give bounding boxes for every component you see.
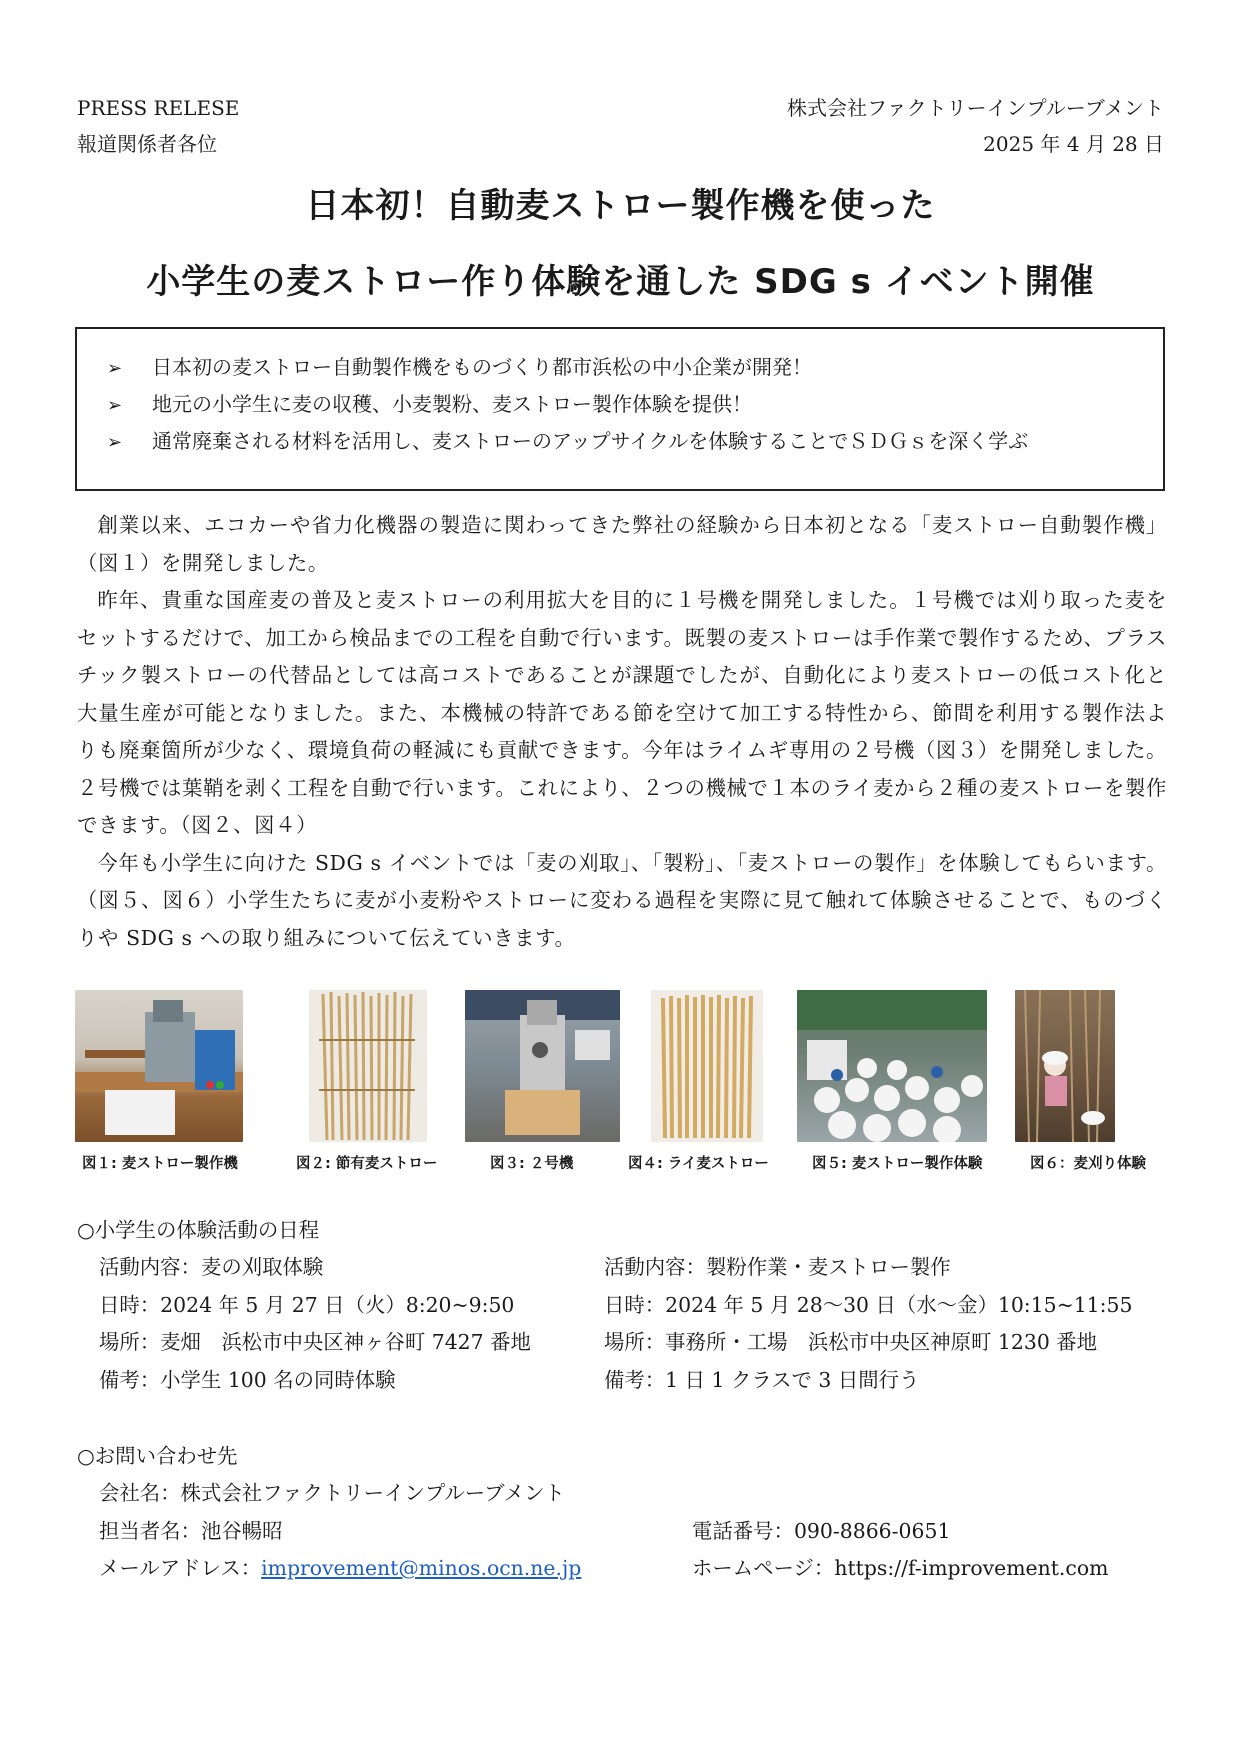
contact-email-label: メールアドレス： (99, 1556, 262, 1580)
schedule-left-place: 場所：麦畑 浜松市中央区神ヶ谷町 7427 番地 (99, 1330, 531, 1354)
schedule-heading: ○小学生の体験活動の日程 (77, 1218, 320, 1242)
schedule-right-datetime: 日時：2024 年 5 月 28～30 日（水～金）10:15~11:55 (604, 1293, 1133, 1317)
schedule-left-activity: 活動内容：麦の刈取体験 (99, 1255, 324, 1279)
body-paragraph-2: 昨年、貴重な国産麦の普及と麦ストローの利用拡大を目的に１号機を開発しました。１号機では刈り取った麦をセットするだけで、加工から検品までの工程を自動で行います。既製の麦ストローは手作業で製作するため、プラスチック製ストローの代替品としては高コストであることが課題でしたが、自動化により麦ストローの低コスト化と大量生産が可能となりました。また、本機械の特許である節を空けて加工する特性から、節間を利用する製作法よりも廃棄箇所が少なく、環境負荷の軽減にも貢献できます。今年はライムギ専用の２号機（図３）を開発しました。２号機では葉鞘を剥く工程を自動で行います。これにより、２つの機械で１本のライ麦から２種の麦ストローを製作できます。（図２、図４） (77, 588, 1167, 837)
schedule-left-notes: 備考：小学生 100 名の同時体験 (99, 1368, 396, 1392)
body-text (77, 507, 1167, 957)
figure-2-caption: 図２: 節有麦ストロー (296, 1156, 438, 1172)
arrow-bullet-icon: ➢ (107, 395, 123, 416)
figure-5-photo (797, 990, 987, 1142)
body-paragraph-1: 創業以来、エコカーや省力化機器の製造に関わってきた弊社の経験から日本初となる「麦ストロー自動製作機」（図１）を開発しました。 (77, 513, 1167, 575)
figure-4-caption: 図４: ライ麦ストロー (628, 1156, 769, 1172)
photo-strip (75, 990, 1165, 1145)
schedule-right-place: 場所：事務所・工場 浜松市中央区神原町 1230 番地 (604, 1330, 1098, 1354)
body-paragraph-3: 今年も小学生に向けた SDG s イベントでは「麦の刈取」、「製粉」、「麦ストローの製作」を体験してもらいます。（図５、図６）小学生たちに麦が小麦粉やストローに変わる過程を実際に見て触れて体験させることで、ものづくりや SDG s への取り組みについて伝えていきます。 (77, 850, 1167, 950)
arrow-bullet-icon: ➢ (107, 358, 123, 379)
schedule-right-activity: 活動内容：製粉作業・麦ストロー製作 (604, 1255, 951, 1279)
schedule-right-notes: 備考：1 日 1 クラスで 3 日間行う (604, 1368, 920, 1392)
arrow-bullet-icon: ➢ (107, 432, 123, 453)
figure-4-photo (651, 990, 763, 1142)
page-title-line1: 日本初！自動麦ストロー製作機を使った (305, 186, 936, 226)
figure-3-caption: 図３: ２号機 (490, 1156, 574, 1172)
contact-person: 担当者名：池谷暢昭 (99, 1519, 283, 1543)
figure-2-photo (309, 990, 427, 1142)
figure-3-photo (465, 990, 620, 1142)
highlight-item: ➢ 通常廃棄される材料を活用し、麦ストローのアップサイクルを体験することでＳＤＧｓを深く学ぶ (107, 423, 1163, 460)
recipients-label: 報道関係者各位 (77, 132, 217, 156)
contact-homepage[interactable]: ホームページ：https://f-improvement.com (692, 1556, 1109, 1580)
highlights-box (75, 327, 1165, 491)
contact-email-row (99, 1550, 581, 1588)
page-title-line2: 小学生の麦ストロー作り体験を通した SDG s イベント開催 (146, 262, 1095, 302)
contact-email-link[interactable]: improvement@minos.ocn.ne.jp (261, 1556, 582, 1580)
figure-6-photo (1015, 990, 1115, 1142)
release-date: 2025 年 4 月 28 日 (983, 132, 1164, 156)
highlight-item: ➢ 地元の小学生に麦の収穫、小麦製粉、麦ストロー製作体験を提供！ (107, 386, 1163, 423)
company-name: 株式会社ファクトリーインプルーブメント (787, 96, 1164, 120)
press-release-label: PRESS RELESE (77, 96, 240, 120)
figure-5-caption: 図５: 麦ストロー製作体験 (812, 1156, 983, 1172)
contact-company: 会社名：株式会社ファクトリーインプルーブメント (99, 1481, 565, 1505)
figure-6-caption: 図６：麦刈り体験 (1030, 1156, 1146, 1172)
contact-phone: 電話番号：090-8866-0651 (692, 1519, 951, 1543)
schedule-left-datetime: 日時：2024 年 5 月 27 日（火）8:20~9:50 (99, 1293, 515, 1317)
highlight-item: ➢ 日本初の麦ストロー自動製作機をものづくり都市浜松の中小企業が開発！ (107, 349, 1163, 386)
figure-1-caption: 図１: 麦ストロー製作機 (82, 1156, 238, 1172)
contact-heading: ○お問い合わせ先 (77, 1444, 238, 1468)
figure-1-photo (75, 990, 243, 1142)
